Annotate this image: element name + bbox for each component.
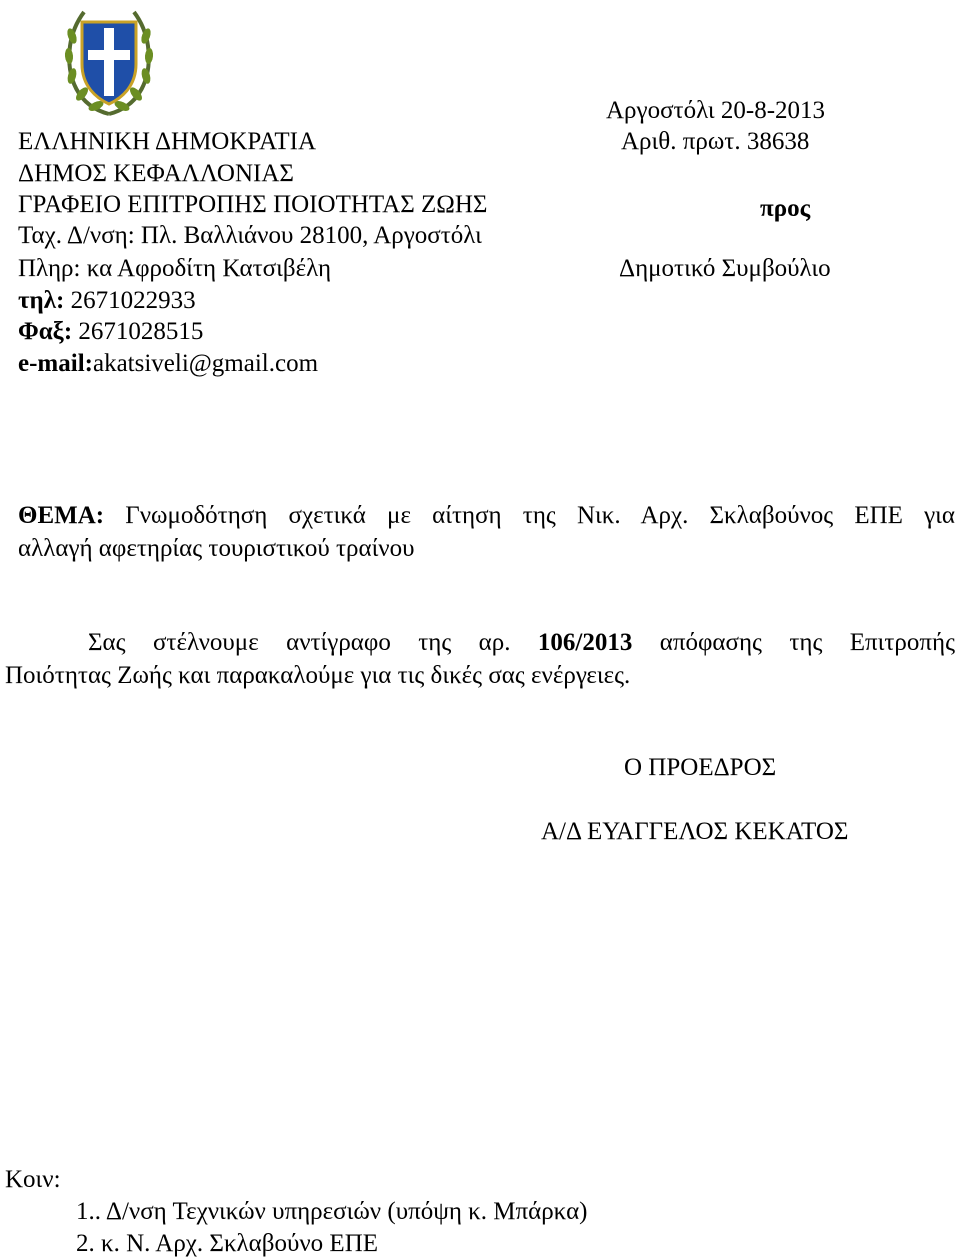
cc-label: Κοιν:	[5, 1166, 61, 1193]
subject-line-1	[18, 502, 955, 531]
body-line-2: Ποιότητας Ζωής και παρακαλούμε για τις δικές σας ενέργειες.	[5, 662, 631, 689]
fax-label: Φαξ:	[18, 318, 73, 345]
fax-value: 2671028515	[72, 318, 204, 345]
body-text-prefix: Σας στέλνουμε αντίγραφο της αρ.	[88, 629, 511, 656]
country-name: ΕΛΛΗΝΙΚΗ ΔΗΜΟΚΡΑΤΙΑ	[18, 128, 316, 155]
phone-line	[18, 287, 196, 316]
municipality-name: ΔΗΜΟΣ ΚΕΦΑΛΛΟΝΙΑΣ	[18, 160, 294, 187]
body-line-1	[88, 629, 955, 658]
email-label: e-mail:	[18, 350, 93, 377]
phone-label: τηλ:	[18, 287, 65, 314]
cc-item-2: 2. κ. Ν. Αρχ. Σκλαβούνο ΕΠΕ	[76, 1230, 379, 1257]
signature-name: Α/Δ ΕΥΑΓΓΕΛΟΣ ΚΕΚΑΤΟΣ	[541, 818, 849, 845]
phone-value: 2671022933	[64, 287, 196, 314]
recipient: Δημοτικό Συμβούλιο	[619, 255, 831, 282]
body-text-suffix: απόφασης της Επιτροπής	[632, 629, 955, 656]
place-date: Αργοστόλι 20-8-2013	[606, 97, 826, 124]
email-value[interactable]: akatsiveli@gmail.com	[92, 350, 319, 377]
signature-title: Ο ΠΡΟΕΔΡΟΣ	[624, 754, 777, 781]
protocol-number: Αριθ. πρωτ. 38638	[621, 128, 810, 155]
cc-item-1: 1.. Δ/νση Τεχνικών υπηρεσιών (υπόψη κ. Μπάρκα)	[76, 1198, 588, 1225]
contact-person: Πληρ: κα Αφροδίτη Κατσιβέλη	[18, 255, 332, 282]
office-name: ΓΡΑΦΕΙΟ ΕΠΙΤΡΟΠΗΣ ΠΟΙΟΤΗΤΑΣ ΖΩΗΣ	[18, 191, 488, 218]
subject-line-2: αλλαγή αφετηρίας τουριστικού τραίνου	[18, 535, 415, 562]
greek-coat-of-arms-emblem	[60, 6, 158, 118]
subject-text-1: Γνωμοδότηση σχετικά με αίτηση της Νικ. Αρχ. Σκλαβούνος ΕΠΕ για	[104, 502, 955, 529]
to-label: προς	[760, 195, 811, 222]
email-line	[18, 350, 318, 379]
fax-line	[18, 318, 203, 347]
subject-label: ΘΕΜΑ:	[18, 502, 105, 529]
decision-number: 106/2013	[537, 629, 633, 656]
postal-address: Ταχ. Δ/νση: Πλ. Βαλλιάνου 28100, Αργοστόλι	[18, 222, 482, 249]
